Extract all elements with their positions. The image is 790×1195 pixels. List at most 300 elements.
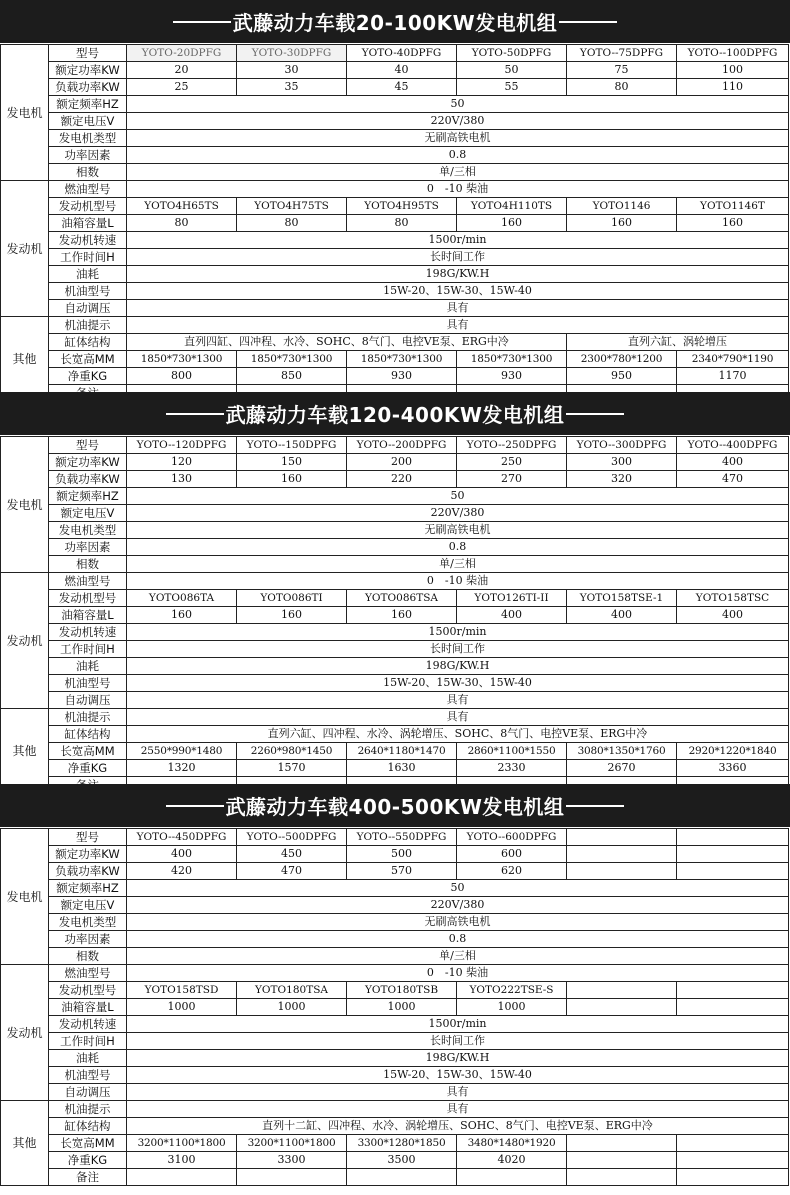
weight-cell: 3500 (347, 1152, 457, 1169)
load-power-cell: 45 (347, 79, 457, 96)
empty-cell (677, 846, 789, 863)
table-row (1, 1033, 789, 1050)
group-label: 其他 (1, 709, 49, 794)
model-cell: YOTO--300DPFG (567, 437, 677, 454)
row-label: 自动调压 (49, 692, 127, 709)
weight-cell: 1570 (237, 760, 347, 777)
empty-cell (567, 863, 677, 880)
weight-cell: 4020 (457, 1152, 567, 1169)
row-label: 负载功率KW (49, 79, 127, 96)
row-label: 油箱容量L (49, 607, 127, 624)
table-row (1, 181, 789, 198)
shared-value: 0.8 (127, 539, 789, 556)
model-cell: YOTO--120DPFG (127, 437, 237, 454)
table-row (1, 573, 789, 590)
empty-cell (567, 982, 677, 999)
load-power-cell: 470 (677, 471, 789, 488)
empty-cell (677, 863, 789, 880)
shared-value: 具有 (127, 1101, 789, 1118)
rated-power-cell: 75 (567, 62, 677, 79)
table-row (1, 539, 789, 556)
shared-value: 220V/380 (127, 113, 789, 130)
tank-cell: 160 (677, 215, 789, 232)
weight-cell: 3300 (237, 1152, 347, 1169)
empty-cell (127, 1169, 237, 1186)
spec-table (0, 44, 789, 402)
row-label: 机油提示 (49, 317, 127, 334)
row-label: 备注 (49, 1169, 127, 1186)
section-title: 武藤动力车载120-400KW发电机组 (225, 403, 565, 427)
section-banner (0, 392, 790, 435)
dims-cell: 3300*1280*1850 (347, 1135, 457, 1152)
load-power-cell: 25 (127, 79, 237, 96)
empty-cell (677, 982, 789, 999)
table-row (1, 334, 789, 351)
rated-power-cell: 120 (127, 454, 237, 471)
model-cell: YOTO--550DPFG (347, 829, 457, 846)
shared-value: 0 -10 柴油 (127, 573, 789, 590)
row-label: 燃油型号 (49, 965, 127, 982)
shared-value: 15W-20、15W-30、15W-40 (127, 1067, 789, 1084)
tank-cell: 1000 (457, 999, 567, 1016)
load-power-cell: 570 (347, 863, 457, 880)
table-row (1, 880, 789, 897)
engine-model-cell: YOTO4H95TS (347, 198, 457, 215)
dims-cell: 2300*780*1200 (567, 351, 677, 368)
row-label: 发动机转速 (49, 624, 127, 641)
table-row (1, 829, 789, 846)
rated-power-cell: 500 (347, 846, 457, 863)
table-row (1, 113, 789, 130)
banner-rule (559, 21, 617, 23)
shared-value: 198G/KW.H (127, 266, 789, 283)
shared-value: 0.8 (127, 147, 789, 164)
dims-cell: 3200*1100*1800 (127, 1135, 237, 1152)
table-row (1, 709, 789, 726)
spec-table (0, 436, 789, 794)
engine-model-cell: YOTO1146T (677, 198, 789, 215)
dims-cell: 3080*1350*1760 (567, 743, 677, 760)
dims-cell: 2550*990*1480 (127, 743, 237, 760)
row-label: 自动调压 (49, 300, 127, 317)
row-label: 发动机转速 (49, 232, 127, 249)
group-label: 发电机 (1, 45, 49, 181)
shared-value: 具有 (127, 317, 789, 334)
table-row (1, 300, 789, 317)
engine-model-cell: YOTO4H75TS (237, 198, 347, 215)
row-label: 相数 (49, 948, 127, 965)
table-row (1, 266, 789, 283)
shared-value: 198G/KW.H (127, 658, 789, 675)
cylinder-cell: 直列六缸、四冲程、水冷、涡轮增压、SOHC、8气门、电控VE泵、ERG中冷 (127, 726, 789, 743)
shared-value: 无刷高铁电机 (127, 522, 789, 539)
tank-cell: 160 (127, 607, 237, 624)
row-label: 额定功率KW (49, 454, 127, 471)
row-label: 缸体结构 (49, 334, 127, 351)
weight-cell: 850 (237, 368, 347, 385)
table-row (1, 846, 789, 863)
table-row (1, 607, 789, 624)
row-label: 额定频率HZ (49, 880, 127, 897)
section-title: 武藤动力车载20-100KW发电机组 (232, 11, 558, 35)
row-label: 额定电压V (49, 113, 127, 130)
dims-cell: 2340*790*1190 (677, 351, 789, 368)
engine-model-cell: YOTO086TI (237, 590, 347, 607)
engine-model-cell: YOTO222TSE-S (457, 982, 567, 999)
banner-rule (166, 805, 224, 807)
engine-model-cell: YOTO180TSA (237, 982, 347, 999)
weight-cell: 2670 (567, 760, 677, 777)
table-row (1, 454, 789, 471)
shared-value: 0.8 (127, 931, 789, 948)
shared-value: 15W-20、15W-30、15W-40 (127, 283, 789, 300)
shared-value: 220V/380 (127, 897, 789, 914)
row-label: 油箱容量L (49, 999, 127, 1016)
row-label: 负载功率KW (49, 471, 127, 488)
row-label: 工作时间H (49, 641, 127, 658)
table-row (1, 556, 789, 573)
row-label: 机油型号 (49, 675, 127, 692)
table-row (1, 437, 789, 454)
table-row (1, 317, 789, 334)
engine-model-cell: YOTO158TSE-1 (567, 590, 677, 607)
group-label: 其他 (1, 317, 49, 402)
model-cell: YOTO-50DPFG (457, 45, 567, 62)
empty-cell (677, 1135, 789, 1152)
table-row (1, 198, 789, 215)
table-row (1, 982, 789, 999)
row-label: 额定电压V (49, 897, 127, 914)
engine-model-cell: YOTO158TSC (677, 590, 789, 607)
group-label: 发动机 (1, 573, 49, 709)
shared-value: 具有 (127, 300, 789, 317)
shared-value: 无刷高铁电机 (127, 130, 789, 147)
tank-cell: 80 (237, 215, 347, 232)
weight-cell: 1630 (347, 760, 457, 777)
load-power-cell: 130 (127, 471, 237, 488)
row-label: 油箱容量L (49, 215, 127, 232)
table-row (1, 658, 789, 675)
weight-cell: 950 (567, 368, 677, 385)
engine-model-cell: YOTO4H110TS (457, 198, 567, 215)
rated-power-cell: 50 (457, 62, 567, 79)
tank-cell: 80 (347, 215, 457, 232)
banner-rule (166, 413, 224, 415)
shared-value: 长时间工作 (127, 1033, 789, 1050)
table-row (1, 368, 789, 385)
row-label: 功率因素 (49, 147, 127, 164)
table-row (1, 1135, 789, 1152)
rated-power-cell: 150 (237, 454, 347, 471)
empty-cell (237, 1169, 347, 1186)
empty-cell (567, 1135, 677, 1152)
table-row (1, 1118, 789, 1135)
shared-value: 具有 (127, 709, 789, 726)
dims-cell: 1850*730*1300 (237, 351, 347, 368)
group-label: 其他 (1, 1101, 49, 1186)
empty-cell (567, 999, 677, 1016)
model-cell: YOTO--150DPFG (237, 437, 347, 454)
row-label: 油耗 (49, 1050, 127, 1067)
tank-cell: 160 (457, 215, 567, 232)
table-row (1, 79, 789, 96)
row-label: 油耗 (49, 658, 127, 675)
table-row (1, 488, 789, 505)
row-label: 燃油型号 (49, 181, 127, 198)
dims-cell: 2260*980*1450 (237, 743, 347, 760)
row-label: 型号 (49, 437, 127, 454)
row-label: 机油提示 (49, 1101, 127, 1118)
dims-cell: 1850*730*1300 (127, 351, 237, 368)
model-cell: YOTO--450DPFG (127, 829, 237, 846)
cylinder-cell: 直列十二缸、四冲程、水冷、涡轮增压、SOHC、8气门、电控VE泵、ERG中冷 (127, 1118, 789, 1135)
row-label: 发动机转速 (49, 1016, 127, 1033)
rated-power-cell: 600 (457, 846, 567, 863)
table-row (1, 522, 789, 539)
row-label: 机油提示 (49, 709, 127, 726)
empty-cell (567, 846, 677, 863)
engine-model-cell: YOTO180TSB (347, 982, 457, 999)
tank-cell: 400 (457, 607, 567, 624)
group-label: 发电机 (1, 437, 49, 573)
shared-value: 50 (127, 880, 789, 897)
dims-cell: 3200*1100*1800 (237, 1135, 347, 1152)
tank-cell: 1000 (237, 999, 347, 1016)
shared-value: 1500r/min (127, 1016, 789, 1033)
tank-cell: 160 (347, 607, 457, 624)
row-label: 缸体结构 (49, 726, 127, 743)
tank-cell: 80 (127, 215, 237, 232)
dims-cell: 1850*730*1300 (457, 351, 567, 368)
engine-model-cell: YOTO4H65TS (127, 198, 237, 215)
table-row (1, 215, 789, 232)
table-row (1, 1101, 789, 1118)
row-label: 额定频率HZ (49, 96, 127, 113)
shared-value: 0 -10 柴油 (127, 965, 789, 982)
engine-model-cell: YOTO1146 (567, 198, 677, 215)
row-label: 机油型号 (49, 1067, 127, 1084)
table-row (1, 624, 789, 641)
tank-cell: 160 (237, 607, 347, 624)
dims-cell: 2860*1100*1550 (457, 743, 567, 760)
row-label: 缸体结构 (49, 1118, 127, 1135)
shared-value: 单/三相 (127, 164, 789, 181)
empty-cell (567, 1169, 677, 1186)
empty-cell (677, 999, 789, 1016)
engine-model-cell: YOTO086TA (127, 590, 237, 607)
row-label: 长宽高MM (49, 743, 127, 760)
table-row (1, 726, 789, 743)
empty-cell (457, 1169, 567, 1186)
rated-power-cell: 200 (347, 454, 457, 471)
tank-cell: 160 (567, 215, 677, 232)
shared-value: 220V/380 (127, 505, 789, 522)
model-cell: YOTO--200DPFG (347, 437, 457, 454)
tank-cell: 1000 (127, 999, 237, 1016)
table-row (1, 641, 789, 658)
weight-cell: 3360 (677, 760, 789, 777)
shared-value: 1500r/min (127, 624, 789, 641)
rated-power-cell: 20 (127, 62, 237, 79)
model-cell: YOTO-40DPFG (347, 45, 457, 62)
table-row (1, 471, 789, 488)
load-power-cell: 55 (457, 79, 567, 96)
table-row (1, 130, 789, 147)
weight-cell: 1320 (127, 760, 237, 777)
section-banner (0, 784, 790, 827)
table-row (1, 62, 789, 79)
shared-value: 0 -10 柴油 (127, 181, 789, 198)
table-row (1, 232, 789, 249)
row-label: 长宽高MM (49, 1135, 127, 1152)
model-cell: YOTO-20DPFG (127, 45, 237, 62)
cylinder-cell: 直列四缸、四冲程、水冷、SOHC、8气门、电控VE泵、ERG中冷 (127, 334, 567, 351)
banner-rule (566, 805, 624, 807)
row-label: 发电机类型 (49, 130, 127, 147)
model-cell: YOTO--75DPFG (567, 45, 677, 62)
model-cell: YOTO-30DPFG (237, 45, 347, 62)
table-row (1, 164, 789, 181)
row-label: 额定电压V (49, 505, 127, 522)
table-row (1, 965, 789, 982)
row-label: 长宽高MM (49, 351, 127, 368)
empty-cell (567, 1152, 677, 1169)
shared-value: 50 (127, 96, 789, 113)
engine-model-cell: YOTO126TI-II (457, 590, 567, 607)
table-row (1, 675, 789, 692)
row-label: 发动机型号 (49, 982, 127, 999)
table-row (1, 897, 789, 914)
row-label: 型号 (49, 829, 127, 846)
table-row (1, 863, 789, 880)
load-power-cell: 420 (127, 863, 237, 880)
load-power-cell: 160 (237, 471, 347, 488)
table-row (1, 692, 789, 709)
table-row (1, 948, 789, 965)
row-label: 功率因素 (49, 539, 127, 556)
group-label: 发动机 (1, 965, 49, 1101)
row-label: 功率因素 (49, 931, 127, 948)
weight-cell: 3100 (127, 1152, 237, 1169)
shared-value: 具有 (127, 1084, 789, 1101)
rated-power-cell: 40 (347, 62, 457, 79)
empty-cell (677, 1152, 789, 1169)
empty-cell (677, 1169, 789, 1186)
row-label: 额定频率HZ (49, 488, 127, 505)
table-row (1, 249, 789, 266)
empty-cell (677, 829, 789, 846)
load-power-cell: 620 (457, 863, 567, 880)
shared-value: 长时间工作 (127, 249, 789, 266)
model-cell: YOTO--600DPFG (457, 829, 567, 846)
rated-power-cell: 250 (457, 454, 567, 471)
table-row (1, 743, 789, 760)
table-row (1, 505, 789, 522)
rated-power-cell: 300 (567, 454, 677, 471)
weight-cell: 1170 (677, 368, 789, 385)
row-label: 负载功率KW (49, 863, 127, 880)
rated-power-cell: 400 (677, 454, 789, 471)
table-row (1, 1067, 789, 1084)
row-label: 型号 (49, 45, 127, 62)
weight-cell: 930 (457, 368, 567, 385)
table-row (1, 1169, 789, 1186)
row-label: 净重KG (49, 1152, 127, 1169)
load-power-cell: 320 (567, 471, 677, 488)
load-power-cell: 80 (567, 79, 677, 96)
banner-rule (566, 413, 624, 415)
weight-cell: 800 (127, 368, 237, 385)
row-label: 燃油型号 (49, 573, 127, 590)
table-row (1, 914, 789, 931)
dims-cell: 2920*1220*1840 (677, 743, 789, 760)
shared-value: 50 (127, 488, 789, 505)
load-power-cell: 110 (677, 79, 789, 96)
tank-cell: 1000 (347, 999, 457, 1016)
row-label: 自动调压 (49, 1084, 127, 1101)
model-cell: YOTO--500DPFG (237, 829, 347, 846)
engine-model-cell: YOTO158TSD (127, 982, 237, 999)
shared-value: 15W-20、15W-30、15W-40 (127, 675, 789, 692)
table-row (1, 999, 789, 1016)
shared-value: 单/三相 (127, 948, 789, 965)
section-banner (0, 0, 790, 43)
table-row (1, 931, 789, 948)
weight-cell: 930 (347, 368, 457, 385)
table-row (1, 590, 789, 607)
tank-cell: 400 (567, 607, 677, 624)
group-label: 发动机 (1, 181, 49, 317)
group-label: 发电机 (1, 829, 49, 965)
row-label: 相数 (49, 164, 127, 181)
empty-cell (567, 829, 677, 846)
section-title: 武藤动力车载400-500KW发电机组 (225, 795, 565, 819)
table-row (1, 760, 789, 777)
row-label: 发动机型号 (49, 590, 127, 607)
load-power-cell: 270 (457, 471, 567, 488)
shared-value: 长时间工作 (127, 641, 789, 658)
row-label: 发电机类型 (49, 522, 127, 539)
table-row (1, 1050, 789, 1067)
rated-power-cell: 400 (127, 846, 237, 863)
dims-cell: 2640*1180*1470 (347, 743, 457, 760)
weight-cell: 2330 (457, 760, 567, 777)
tank-cell: 400 (677, 607, 789, 624)
rated-power-cell: 450 (237, 846, 347, 863)
model-cell: YOTO--100DPFG (677, 45, 789, 62)
table-row (1, 1084, 789, 1101)
load-power-cell: 470 (237, 863, 347, 880)
row-label: 相数 (49, 556, 127, 573)
row-label: 额定功率KW (49, 846, 127, 863)
dims-cell: 3480*1480*1920 (457, 1135, 567, 1152)
shared-value: 198G/KW.H (127, 1050, 789, 1067)
model-cell: YOTO--400DPFG (677, 437, 789, 454)
banner-rule (173, 21, 231, 23)
rated-power-cell: 100 (677, 62, 789, 79)
dims-cell: 1850*730*1300 (347, 351, 457, 368)
spec-table (0, 828, 789, 1186)
table-row (1, 96, 789, 113)
row-label: 额定功率KW (49, 62, 127, 79)
load-power-cell: 35 (237, 79, 347, 96)
row-label: 油耗 (49, 266, 127, 283)
shared-value: 无刷高铁电机 (127, 914, 789, 931)
table-row (1, 45, 789, 62)
row-label: 机油型号 (49, 283, 127, 300)
row-label: 工作时间H (49, 249, 127, 266)
shared-value: 具有 (127, 692, 789, 709)
